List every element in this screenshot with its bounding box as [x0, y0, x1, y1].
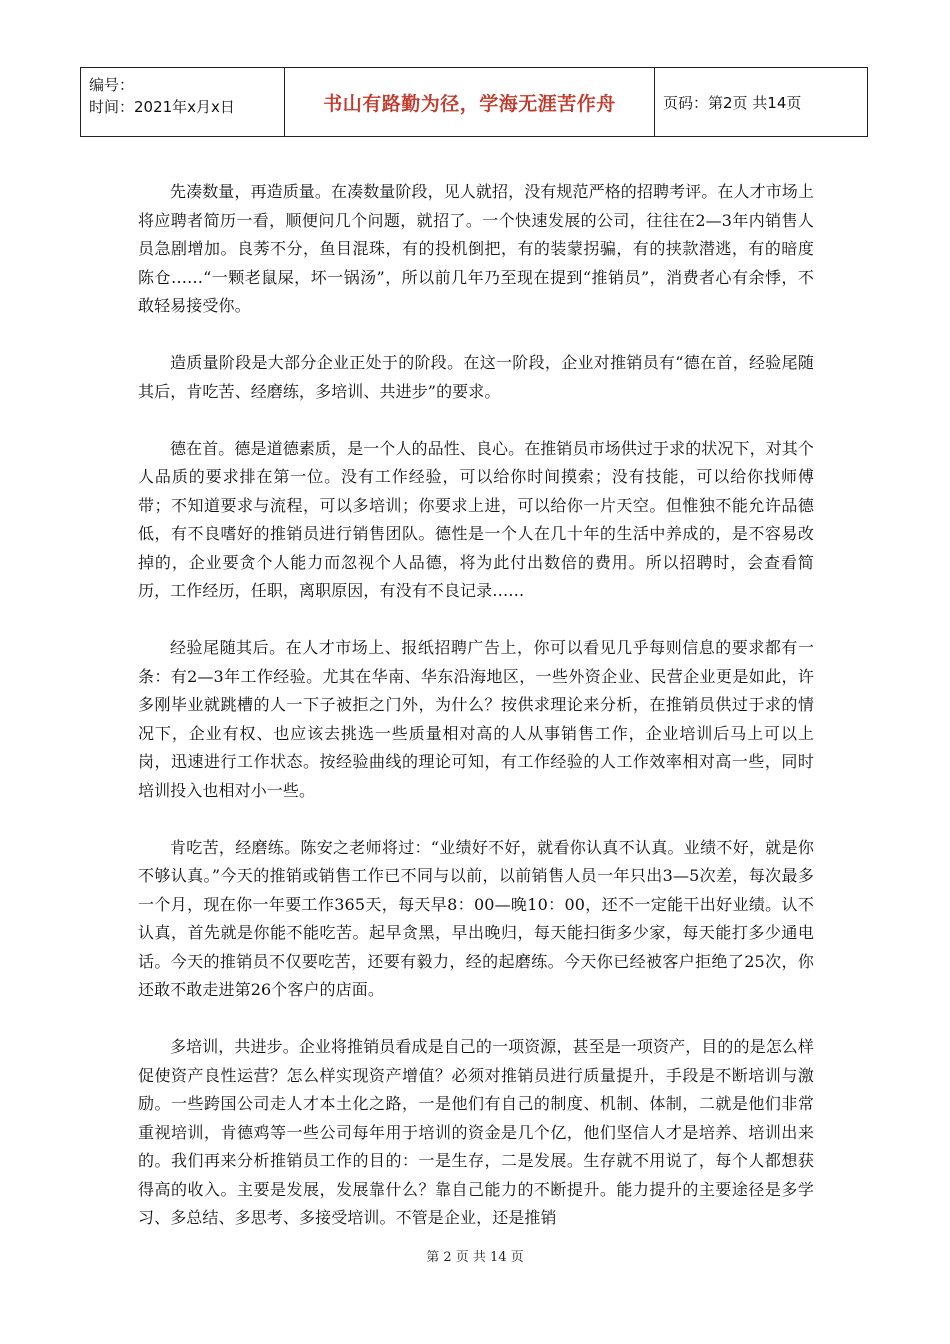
document-body	[138, 178, 814, 1261]
document-time-label: 时间：2021年x月x日	[89, 98, 235, 116]
paragraph-2: 造质量阶段是大部分企业正处于的阶段。在这一阶段，企业对推销员有“德在首，经验尾随其后，肯吃苦、经磨练，多培训、共进步”的要求。	[138, 353, 814, 401]
header-meta-cell	[81, 68, 285, 136]
header-motto: 书山有路勤为径，学海无涯苦作舟	[285, 68, 655, 136]
paragraph-1: 先凑数量，再造质量。在凑数量阶段，见人就招，没有规范严格的招聘考评。在人才市场上将应聘者简历一看，顺便问几个问题，就招了。一个快速发展的公司，往往在2—3年内销售人员急剧增加。良莠不分，鱼目混珠，有的投机倒把，有的装蒙拐骗，有的挟款潜逃，有的暗度陈仓……“一颗老鼠屎，坏一锅汤”，所以前几年乃至现在提到“推销员”，消费者心有余悸，不敢轻易接受你。	[138, 182, 815, 315]
paragraph-4: 经验尾随其后。在人才市场上、报纸招聘广告上，你可以看见几乎每则信息的要求都有一条：有2—3年工作经验。尤其在华南、华东沿海地区，一些外资企业、民营企业更是如此，许多刚毕业就跳槽的人一下子被拒之门外，为什么？按供求理论来分析，在推销员供过于求的情况下，企业有权、也应该去挑选一些质量相对高的人从事销售工作，企业培训后马上可以上岗，迅速进行工作状态。按经验曲线的理论可知，有工作经验的人工作效率相对高一些，同时培训投入也相对小一些。	[138, 638, 814, 800]
header-page-info: 页码：第2页 共14页	[663, 93, 802, 112]
page-header	[80, 67, 868, 137]
paragraph-3: 德在首。德是道德素质，是一个人的品性、良心。在推销员市场供过于求的状况下，对其个人品质的要求排在第一位。没有工作经验，可以给你时间摸索；没有技能，可以给你找师傅带；不知道要求与流程，可以多培训；你要求上进，可以给你一片天空。但惟独不能允许品德低，有不良嗜好的推销员进行销售团队。德性是一个人在几十年的生活中养成的，是不容易改掉的，企业要贪个人能力而忽视个人品德，将为此付出数倍的费用。所以招聘时，会查看简历，工作经历，任职，离职原因，有没有不良记录……	[138, 438, 815, 600]
paragraph-5: 肯吃苦，经磨练。陈安之老师将过：“业绩好不好，就看你认真不认真。业绩不好，就是你不够认真。”今天的推销或销售工作已不同与以前，以前销售人员一年只出3—5次差，每次最多一个月，现在你一年要工作365天，每天早8：00—晚10：00，还不一定能干出好业绩。认不认真，首先就是你能不能吃苦。起早贪黑，早出晚归，每天能扫街多少家，每天能打多少通电话。今天的推销员不仅要吃苦，还要有毅力，经的起磨练。今天你已经被客户拒绝了25次，你还敢不敢走进第26个客户的店面。	[138, 837, 814, 999]
document-number-label: 编号：	[89, 76, 135, 94]
paragraph-6: 多培训，共进步。企业将推销员看成是自己的一项资源，甚至是一项资产，目的的是怎么样促使资产良性运营？怎么样实现资产增值？必须对推销员进行质量提升，手段是不断培训与激励。一些跨国公司走人才本土化之路，一是他们有自己的制度、机制、体制，二就是他们非常重视培训，肯德鸡等一些公司每年用于培训的资金是几个亿，他们坚信人才是培养、培训出来的。我们再来分析推销员工作的目的：一是生存，二是发展。生存就不用说了，每个人都想获得高的收入。主要是发展，发展靠什么？靠自己能力的不断提升。能力提升的主要途径是多学习、多总结、多思考、多接受培训。不管是企业，还是推销	[138, 1037, 815, 1227]
page-footer: 第 2 页 共 14 页	[426, 1250, 524, 1265]
